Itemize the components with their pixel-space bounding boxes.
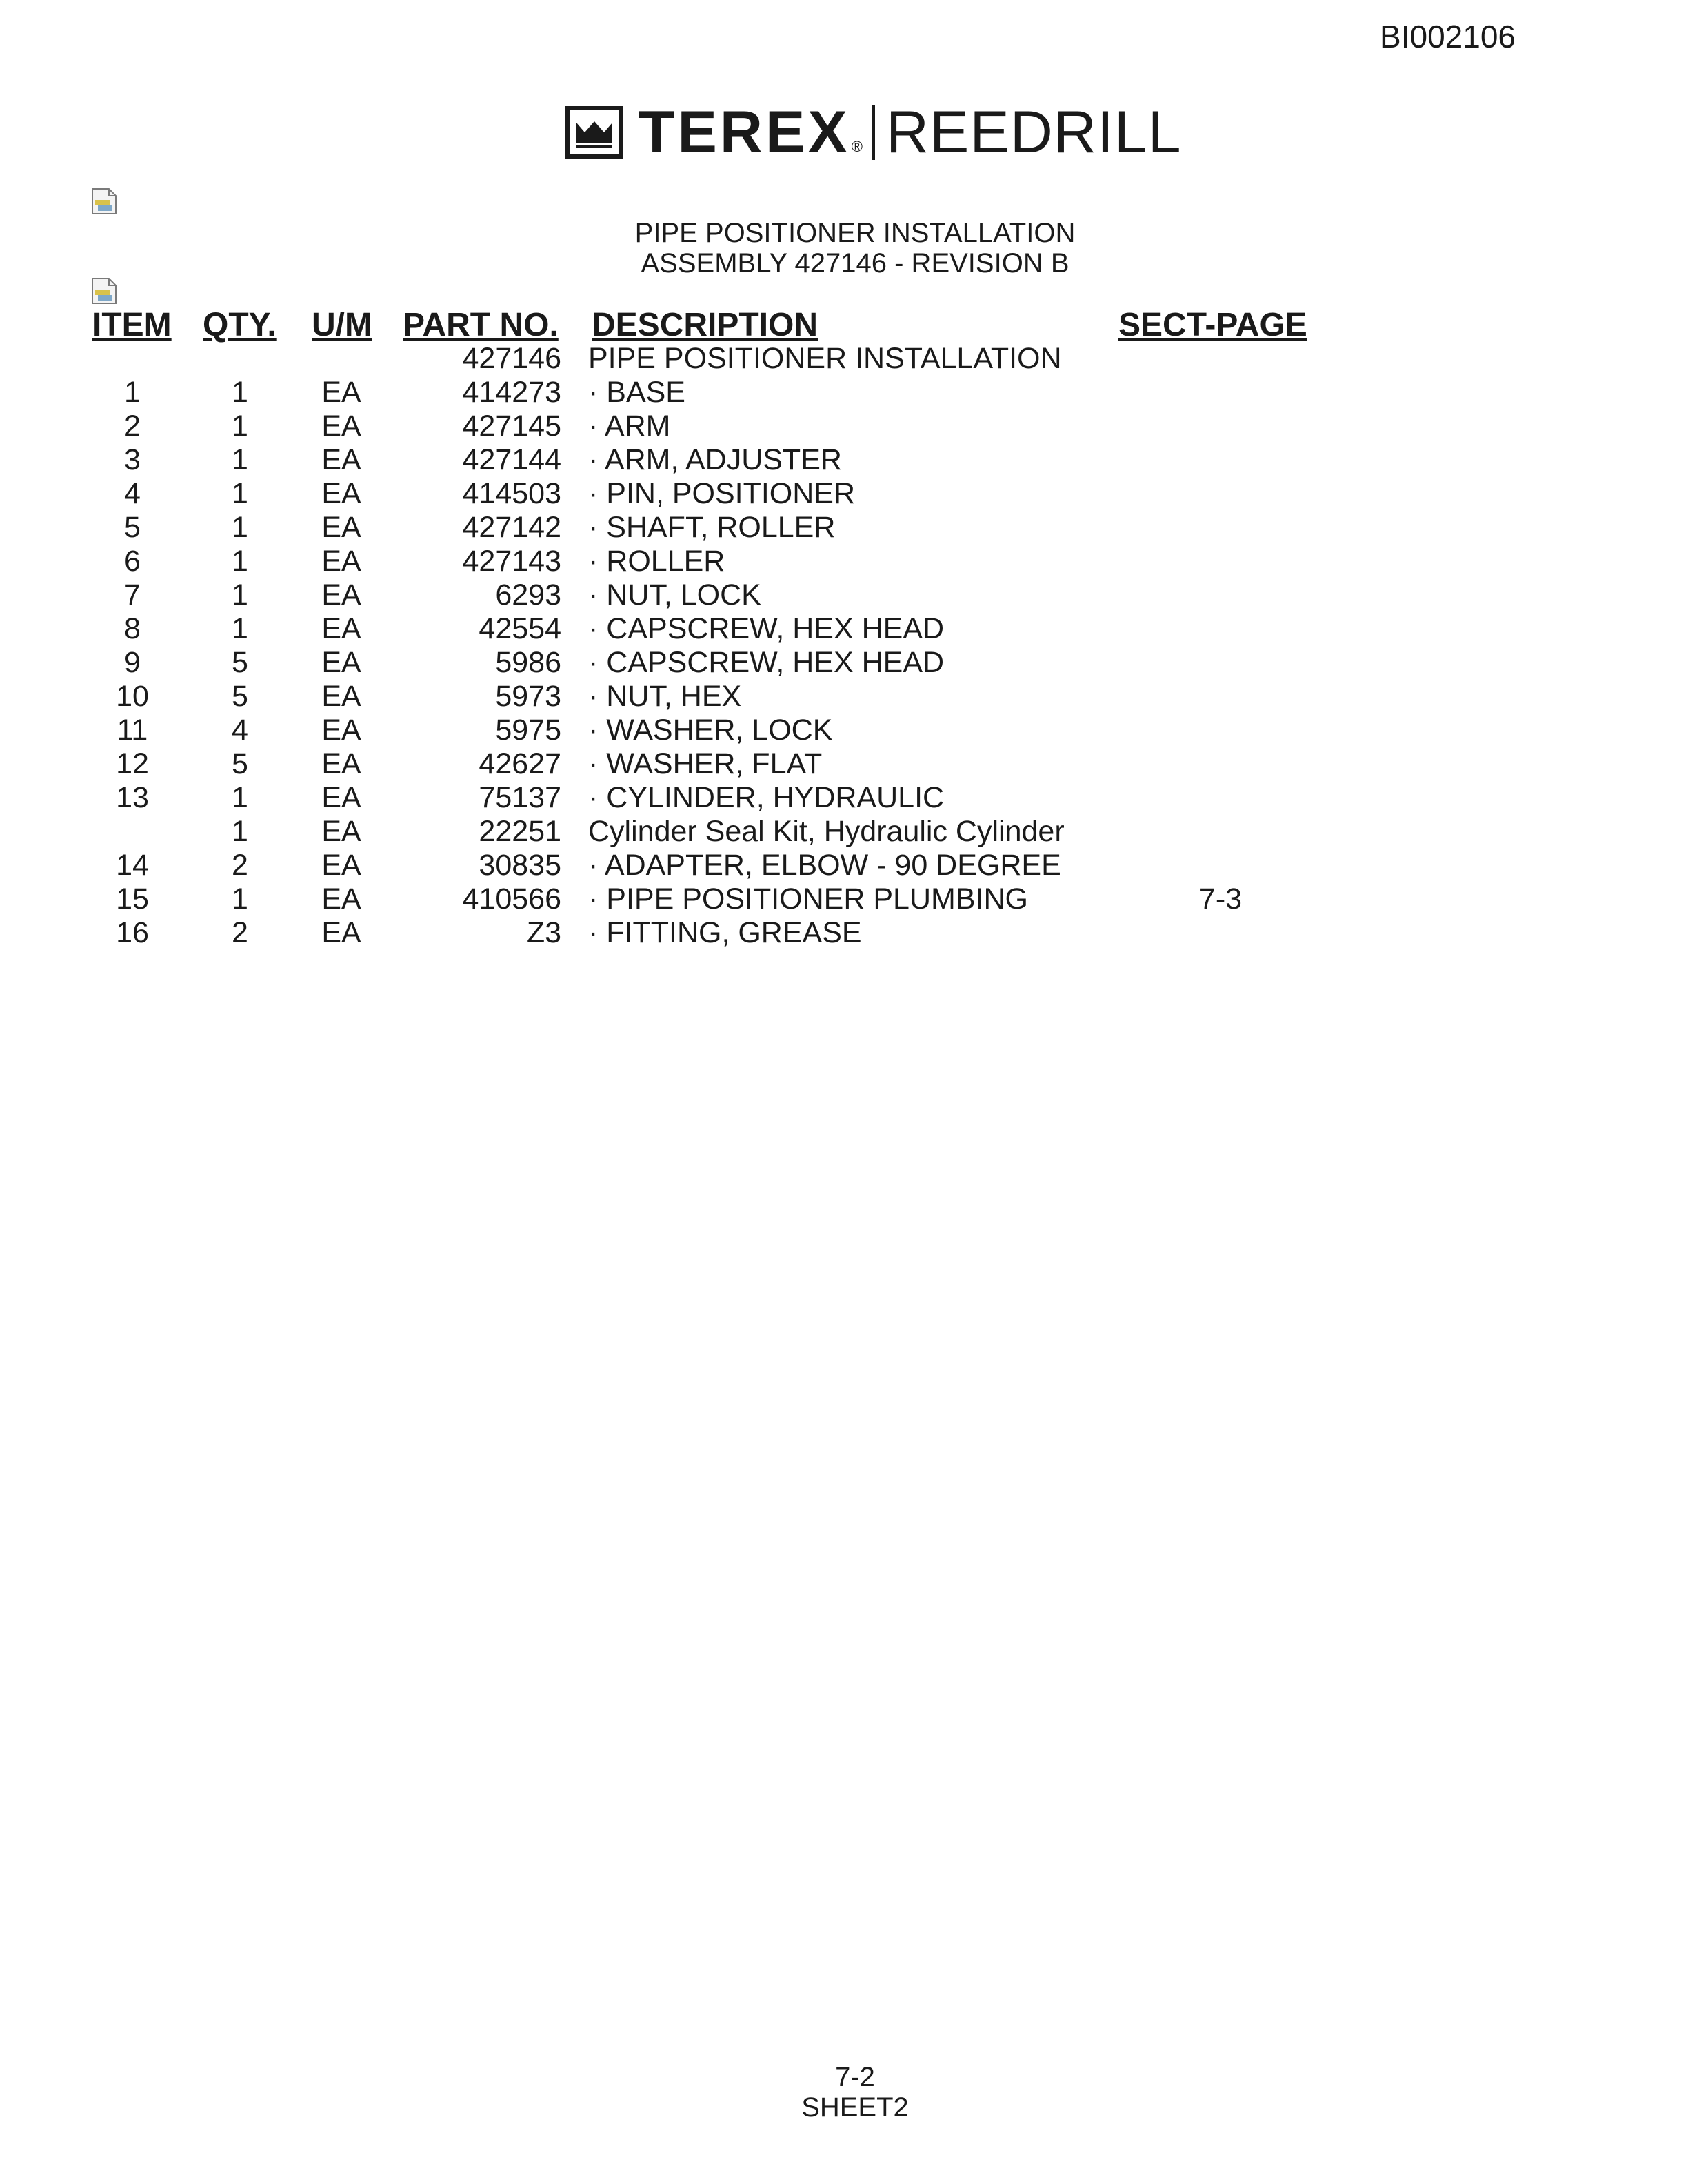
logo-division-text: REEDRILL [885,99,1182,165]
document-icon[interactable] [91,277,117,305]
document-icon[interactable] [91,188,117,215]
description-cell: · BASE [588,376,685,409]
description-cell: · PIN, POSITIONER [588,477,856,510]
sect-page-cell: 7-3 [1198,882,1243,916]
description-cell: · SHAFT, ROLLER [588,511,836,544]
unit-of-measure-cell: EA [321,781,361,814]
item-number-cell: 12 [116,747,149,780]
column-header-um: U/M [312,307,372,343]
quantity-cell: 1 [232,410,248,443]
table-row [0,477,1688,511]
unit-of-measure-cell: EA [321,443,361,476]
item-number-cell: 4 [124,477,141,510]
part-number-cell: 427146 [462,342,561,375]
table-row [0,916,1688,950]
unit-of-measure-cell: EA [321,477,361,510]
description-cell: · ARM [588,410,671,443]
part-number-cell: 42554 [479,612,561,645]
quantity-cell: 1 [232,612,248,645]
description-cell: Cylinder Seal Kit, Hydraulic Cylinder [588,815,1065,848]
sheet-label: SHEET2 [801,2092,909,2123]
unit-of-measure-cell: EA [321,376,361,409]
unit-of-measure-cell: EA [321,747,361,780]
part-number-cell: Z3 [526,916,561,949]
registered-mark: ® [851,138,863,155]
table-row [0,815,1688,849]
description-cell: · CYLINDER, HYDRAULIC [588,781,945,814]
table-row [0,680,1688,714]
column-header-part-no: PART NO. [403,307,559,343]
quantity-cell: 2 [232,849,248,882]
table-row [0,511,1688,545]
quantity-cell: 1 [232,511,248,544]
item-number-cell: 9 [124,646,141,679]
item-number-cell: 7 [124,578,141,611]
logo-brand-text: TEREX [639,99,850,165]
terex-crown-icon [565,106,623,159]
table-row [0,849,1688,882]
quantity-cell: 1 [232,477,248,510]
quantity-cell: 1 [232,376,248,409]
description-cell: · ROLLER [588,545,725,578]
unit-of-measure-cell: EA [321,578,361,611]
item-number-cell: 11 [117,714,148,747]
quantity-cell: 1 [232,815,248,848]
unit-of-measure-cell: EA [321,646,361,679]
unit-of-measure-cell: EA [321,916,361,949]
table-row [0,781,1688,815]
table-row [0,443,1688,477]
table-row [0,342,1688,376]
quantity-cell: 5 [232,646,248,679]
item-number-cell: 13 [116,781,149,814]
table-row [0,410,1688,443]
description-cell: · NUT, LOCK [588,578,761,611]
table-row [0,882,1688,916]
quantity-cell: 5 [232,680,248,713]
part-number-cell: 427143 [462,545,561,578]
part-number-cell: 410566 [462,882,561,916]
part-number-cell: 427144 [462,443,561,476]
description-cell: · ADAPTER, ELBOW - 90 DEGREE [588,849,1061,882]
item-number-cell: 16 [116,916,149,949]
table-row [0,578,1688,612]
quantity-cell: 1 [232,882,248,916]
part-number-cell: 75137 [479,781,561,814]
unit-of-measure-cell: EA [321,545,361,578]
item-number-cell: 1 [124,376,141,409]
unit-of-measure-cell: EA [321,849,361,882]
unit-of-measure-cell: EA [321,410,361,443]
item-number-cell: 6 [124,545,141,578]
description-cell: · CAPSCREW, HEX HEAD [588,612,945,645]
column-header-item: ITEM [92,307,172,343]
quantity-cell: 1 [232,545,248,578]
quantity-cell: 4 [232,714,248,747]
assembly-subtitle: ASSEMBLY 427146 - REVISION B [641,248,1069,279]
description-cell: · NUT, HEX [588,680,742,713]
item-number-cell: 10 [116,680,149,713]
item-number-cell: 15 [116,882,149,916]
unit-of-measure-cell: EA [321,511,361,544]
table-row [0,545,1688,578]
quantity-cell: 1 [232,781,248,814]
column-header-sect-page: SECT-PAGE [1118,307,1307,343]
description-cell: · ARM, ADJUSTER [588,443,842,476]
unit-of-measure-cell: EA [321,882,361,916]
logo-divider [872,105,875,160]
quantity-cell: 5 [232,747,248,780]
part-number-cell: 427142 [462,511,561,544]
page-number: 7-2 [835,2062,875,2092]
description-cell: · CAPSCREW, HEX HEAD [588,646,945,679]
document-id: BI002106 [1380,19,1516,54]
item-number-cell: 2 [124,410,141,443]
part-number-cell: 22251 [479,815,561,848]
unit-of-measure-cell: EA [321,680,361,713]
part-number-cell: 414503 [462,477,561,510]
item-number-cell: 8 [124,612,141,645]
part-number-cell: 6293 [495,578,561,611]
terex-reedrill-logo [565,99,1182,165]
part-number-cell: 42627 [479,747,561,780]
unit-of-measure-cell: EA [321,714,361,747]
description-cell: · WASHER, LOCK [588,714,833,747]
table-row [0,376,1688,410]
description-cell: · WASHER, FLAT [588,747,823,780]
table-row [0,646,1688,680]
description-cell: · FITTING, GREASE [588,916,862,949]
column-header-description: DESCRIPTION [592,307,818,343]
table-row [0,612,1688,646]
quantity-cell: 1 [232,578,248,611]
unit-of-measure-cell: EA [321,815,361,848]
description-cell: PIPE POSITIONER INSTALLATION [588,342,1062,375]
item-number-cell: 14 [116,849,149,882]
part-number-cell: 427145 [462,410,561,443]
part-number-cell: 5973 [495,680,561,713]
quantity-cell: 1 [232,443,248,476]
quantity-cell: 2 [232,916,248,949]
part-number-cell: 5975 [495,714,561,747]
part-number-cell: 414273 [462,376,561,409]
item-number-cell: 3 [124,443,141,476]
item-number-cell: 5 [124,511,141,544]
unit-of-measure-cell: EA [321,612,361,645]
part-number-cell: 5986 [495,646,561,679]
table-row [0,714,1688,747]
assembly-title: PIPE POSITIONER INSTALLATION [634,218,1076,248]
part-number-cell: 30835 [479,849,561,882]
column-header-qty: QTY. [203,307,277,343]
table-row [0,747,1688,781]
description-cell: · PIPE POSITIONER PLUMBING [588,882,1028,916]
